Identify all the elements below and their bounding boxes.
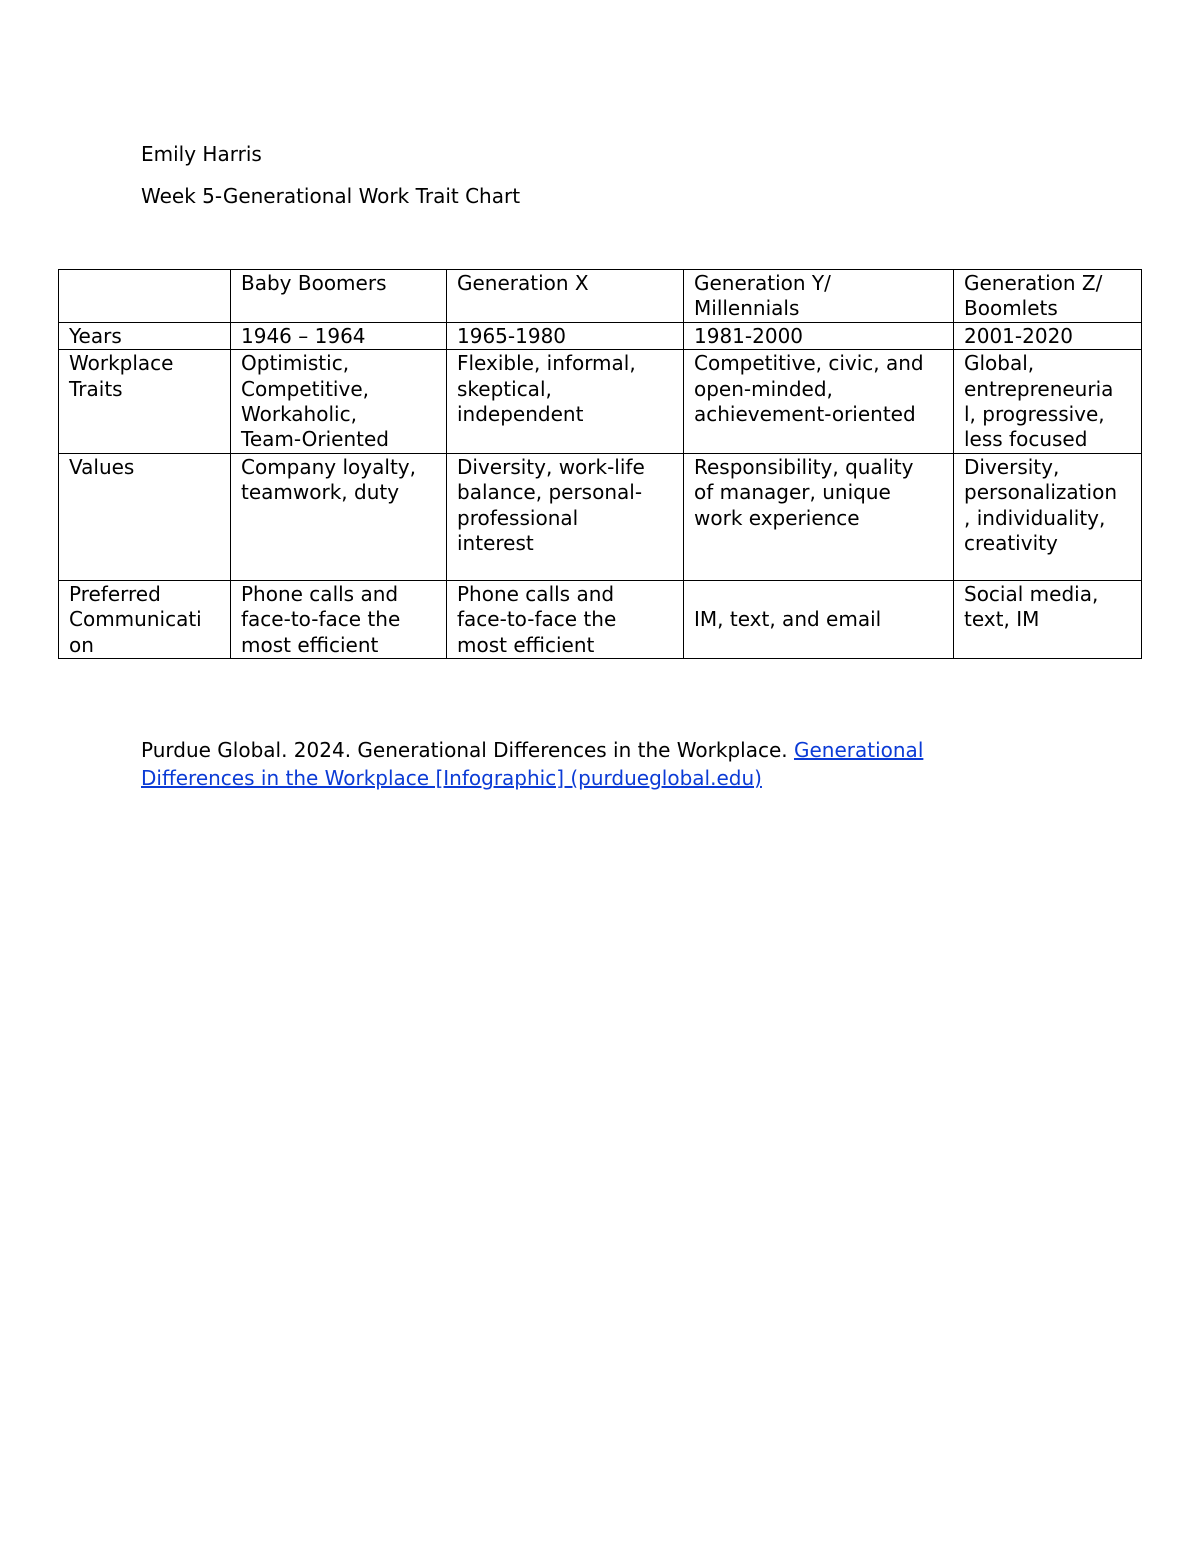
cell-line: independent [457,402,584,427]
reference-citation [141,736,1041,792]
cell-line: of manager, unique [694,480,891,505]
header-cell-generation-x [447,270,684,323]
communication-baby-boomers [231,580,447,658]
cell-line: face-to-face the [457,607,617,632]
header-cell-baby-boomers [231,270,447,323]
row-label-preferred-communication [59,580,231,658]
cell-line: Phone calls and [457,581,615,606]
communication-generation-z [954,580,1142,658]
row-label-line: Traits [69,376,123,401]
cell-line: Company loyalty, [241,454,416,479]
header-generation-y-line: Generation Y/ [694,271,831,295]
cell-line: Team-Oriented [241,427,389,452]
years-generation-x: 1965-1980 [447,322,684,349]
table-row-preferred-communication [59,580,1142,658]
row-label-values: Values [59,453,231,580]
row-label-line: Preferred [69,581,161,606]
source-link-text: Generational [793,738,924,762]
cell-line: most efficient [241,632,379,657]
cell-line: Optimistic, [241,351,350,376]
table-corner-cell [59,270,231,323]
cell-line: Competitive, civic, and [694,351,924,376]
values-generation-z [954,453,1142,580]
generational-trait-table [58,269,1142,659]
cell-line: Social media, [964,581,1099,606]
header-baby-boomers-text: Baby Boomers [241,271,387,295]
values-baby-boomers [231,453,447,580]
cell-line: Responsibility, quality [694,454,914,479]
cell-line: face-to-face the [241,607,401,632]
header-generation-z-line: Boomlets [964,296,1058,321]
years-baby-boomers: 1946 – 1964 [231,322,447,349]
cell-line: professional [457,505,579,530]
row-label-line: Communicati [69,607,202,632]
years-generation-y: 1981-2000 [684,322,954,349]
traits-baby-boomers [231,350,447,454]
cell-line: entrepreneuria [964,376,1114,401]
table-row-workplace-traits [59,350,1142,454]
cell-line: balance, personal- [457,480,643,505]
traits-generation-z [954,350,1142,454]
cell-line: Phone calls and [241,581,399,606]
cell-line: creativity [964,531,1058,556]
communication-generation-y: IM, text, and email [684,580,954,658]
cell-line: Competitive, [241,376,369,401]
cell-line: achievement-oriented [694,402,916,427]
row-label-workplace-traits [59,350,231,454]
header-generation-x-text: Generation X [457,271,589,295]
cell-line: less focused [964,427,1088,452]
row-label-years: Years [59,322,231,349]
values-generation-y [684,453,954,580]
cell-line: interest [457,531,534,556]
header-cell-generation-z [954,270,1142,323]
table-row-values [59,453,1142,580]
cell-line: Flexible, informal, [457,351,636,376]
citation-text: Purdue Global. 2024. Generational Differences in the Workplace. [141,738,794,762]
values-generation-x [447,453,684,580]
traits-generation-y [684,350,954,454]
document-title: Week 5-Generational Work Trait Chart [141,184,521,208]
traits-generation-x [447,350,684,454]
table-header-row [59,270,1142,323]
years-generation-z: 2001-2020 [954,322,1142,349]
cell-line: Global, [964,351,1035,376]
cell-line: most efficient [457,632,595,657]
cell-line: Workaholic, [241,402,357,427]
table-row-years [59,322,1142,349]
source-link-text: Differences in the Workplace [Infographic] (purdueglobal.edu) [141,766,762,790]
cell-line: Diversity, work-life [457,454,645,479]
cell-line: Diversity, [964,454,1060,479]
row-label-line: on [69,632,94,657]
header-generation-y-line: Millennials [694,296,800,321]
header-cell-generation-y [684,270,954,323]
row-label-line: Workplace [69,351,174,376]
cell-line: l, progressive, [964,402,1105,427]
cell-line: work experience [694,505,860,530]
cell-line: teamwork, duty [241,480,400,505]
cell-line: open-minded, [694,376,833,401]
cell-line: , individuality, [964,505,1106,530]
author-name: Emily Harris [141,142,262,166]
communication-generation-x [447,580,684,658]
cell-line: personalization [964,480,1117,505]
cell-line: text, IM [964,607,1040,632]
header-generation-z-line: Generation Z/ [964,271,1103,295]
cell-line: skeptical, [457,376,552,401]
